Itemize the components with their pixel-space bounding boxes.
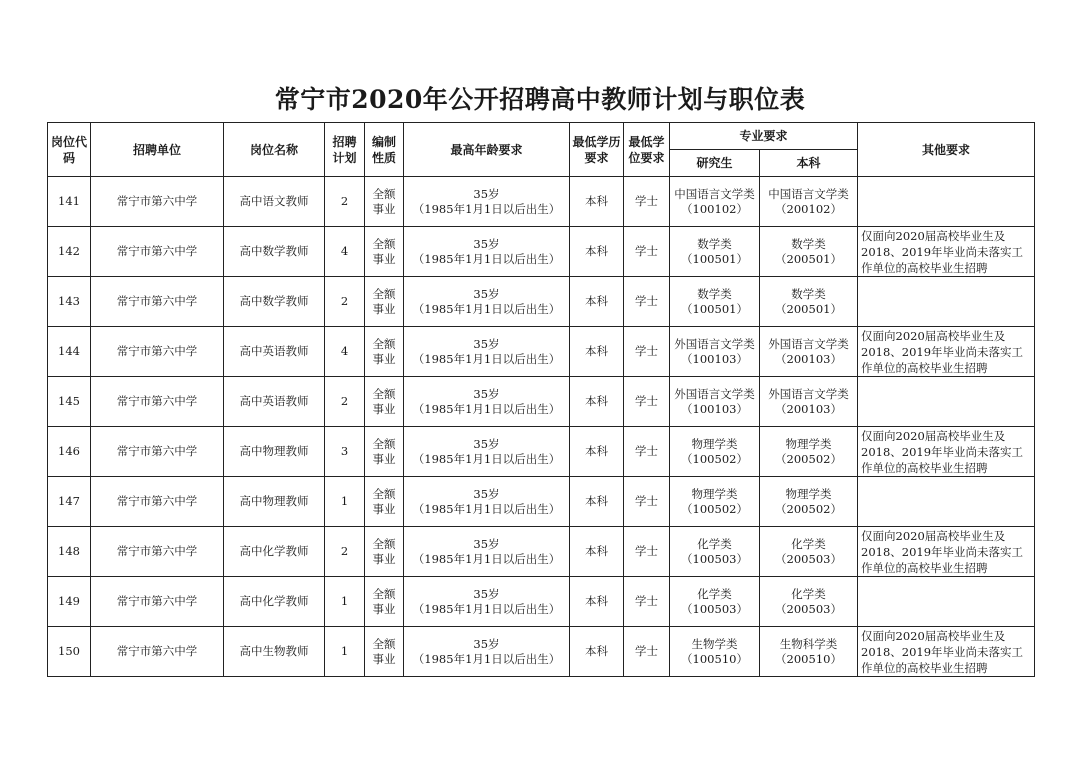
cell-undergrad-major: 化学类（200503）	[760, 527, 858, 577]
cell-edu: 本科	[570, 627, 624, 677]
age-limit: 35岁	[473, 236, 500, 251]
cell-code: 147	[48, 477, 91, 527]
cell-post: 高中数学教师	[224, 277, 325, 327]
birth-date-limit: （1985年1月1日以后出生）	[412, 501, 561, 516]
cell-age	[404, 277, 570, 327]
age-limit: 35岁	[473, 186, 500, 201]
header-major: 专业要求	[670, 123, 858, 150]
cell-code: 148	[48, 527, 91, 577]
cell-unit: 常宁市第六中学	[91, 227, 224, 277]
cell-other	[858, 377, 1035, 427]
cell-plan: 3	[325, 427, 365, 477]
cell-degree: 学士	[624, 327, 670, 377]
table-row	[48, 277, 1035, 327]
cell-undergrad-major: 物理学类（200502）	[760, 427, 858, 477]
cell-undergrad-major: 外国语言文学类（200103）	[760, 327, 858, 377]
cell-code: 141	[48, 177, 91, 227]
cell-age	[404, 377, 570, 427]
recruitment-table	[47, 122, 1035, 677]
cell-degree: 学士	[624, 177, 670, 227]
cell-nature: 全额事业	[365, 577, 404, 627]
cell-undergrad-major: 化学类（200503）	[760, 577, 858, 627]
table-row	[48, 227, 1035, 277]
birth-date-limit: （1985年1月1日以后出生）	[412, 401, 561, 416]
table-row	[48, 427, 1035, 477]
cell-unit: 常宁市第六中学	[91, 627, 224, 677]
cell-plan: 1	[325, 477, 365, 527]
birth-date-limit: （1985年1月1日以后出生）	[412, 351, 561, 366]
cell-edu: 本科	[570, 427, 624, 477]
header-post: 岗位名称	[224, 123, 325, 177]
cell-unit: 常宁市第六中学	[91, 327, 224, 377]
cell-code: 142	[48, 227, 91, 277]
page-title: 常宁市2020年公开招聘高中教师计划与职位表	[274, 85, 806, 114]
cell-code: 146	[48, 427, 91, 477]
cell-degree: 学士	[624, 527, 670, 577]
cell-nature: 全额事业	[365, 477, 404, 527]
table-row	[48, 327, 1035, 377]
cell-nature: 全额事业	[365, 527, 404, 577]
birth-date-limit: （1985年1月1日以后出生）	[412, 251, 561, 266]
cell-edu: 本科	[570, 327, 624, 377]
cell-code: 149	[48, 577, 91, 627]
cell-grad-major: 化学类（100503）	[670, 577, 760, 627]
cell-edu: 本科	[570, 227, 624, 277]
cell-age	[404, 427, 570, 477]
cell-edu: 本科	[570, 527, 624, 577]
cell-edu: 本科	[570, 177, 624, 227]
age-limit: 35岁	[473, 286, 500, 301]
cell-plan: 1	[325, 627, 365, 677]
table-row	[48, 377, 1035, 427]
cell-code: 143	[48, 277, 91, 327]
cell-grad-major: 生物学类（100510）	[670, 627, 760, 677]
header-grad: 研究生	[670, 150, 760, 177]
cell-grad-major: 数学类（100501）	[670, 277, 760, 327]
cell-other	[858, 577, 1035, 627]
cell-degree: 学士	[624, 427, 670, 477]
cell-nature: 全额事业	[365, 327, 404, 377]
cell-other: 仅面向2020届高校毕业生及2018、2019年毕业尚未落实工作单位的高校毕业生招聘	[858, 627, 1035, 677]
birth-date-limit: （1985年1月1日以后出生）	[412, 601, 561, 616]
cell-post: 高中英语教师	[224, 377, 325, 427]
cell-unit: 常宁市第六中学	[91, 377, 224, 427]
cell-grad-major: 中国语言文学类（100102）	[670, 177, 760, 227]
header-edu: 最低学历要求	[570, 123, 624, 177]
cell-plan: 2	[325, 377, 365, 427]
cell-age	[404, 327, 570, 377]
cell-other: 仅面向2020届高校毕业生及2018、2019年毕业尚未落实工作单位的高校毕业生招聘	[858, 527, 1035, 577]
cell-grad-major: 物理学类（100502）	[670, 477, 760, 527]
header-nature: 编制性质	[365, 123, 404, 177]
cell-unit: 常宁市第六中学	[91, 427, 224, 477]
cell-age	[404, 177, 570, 227]
cell-edu: 本科	[570, 477, 624, 527]
table-row	[48, 477, 1035, 527]
cell-edu: 本科	[570, 277, 624, 327]
birth-date-limit: （1985年1月1日以后出生）	[412, 201, 561, 216]
birth-date-limit: （1985年1月1日以后出生）	[412, 651, 561, 666]
cell-age	[404, 627, 570, 677]
table-row	[48, 627, 1035, 677]
cell-nature: 全额事业	[365, 427, 404, 477]
age-limit: 35岁	[473, 386, 500, 401]
cell-post: 高中物理教师	[224, 477, 325, 527]
cell-code: 144	[48, 327, 91, 377]
header-age: 最高年龄要求	[404, 123, 570, 177]
header-unit: 招聘单位	[91, 123, 224, 177]
cell-undergrad-major: 数学类（200501）	[760, 227, 858, 277]
cell-grad-major: 物理学类（100502）	[670, 427, 760, 477]
cell-edu: 本科	[570, 577, 624, 627]
header-undergrad: 本科	[760, 150, 858, 177]
cell-plan: 2	[325, 177, 365, 227]
cell-other	[858, 177, 1035, 227]
cell-plan: 2	[325, 527, 365, 577]
cell-post: 高中生物教师	[224, 627, 325, 677]
table-row	[48, 577, 1035, 627]
cell-other	[858, 477, 1035, 527]
cell-age	[404, 227, 570, 277]
header-other: 其他要求	[858, 123, 1035, 177]
cell-grad-major: 数学类（100501）	[670, 227, 760, 277]
cell-grad-major: 外国语言文学类（100103）	[670, 327, 760, 377]
cell-post: 高中化学教师	[224, 577, 325, 627]
cell-nature: 全额事业	[365, 377, 404, 427]
cell-unit: 常宁市第六中学	[91, 177, 224, 227]
cell-degree: 学士	[624, 627, 670, 677]
cell-degree: 学士	[624, 277, 670, 327]
cell-post: 高中数学教师	[224, 227, 325, 277]
cell-unit: 常宁市第六中学	[91, 527, 224, 577]
cell-grad-major: 化学类（100503）	[670, 527, 760, 577]
cell-code: 150	[48, 627, 91, 677]
cell-plan: 4	[325, 327, 365, 377]
cell-nature: 全额事业	[365, 227, 404, 277]
age-limit: 35岁	[473, 586, 500, 601]
cell-edu: 本科	[570, 377, 624, 427]
cell-plan: 2	[325, 277, 365, 327]
cell-grad-major: 外国语言文学类（100103）	[670, 377, 760, 427]
cell-other: 仅面向2020届高校毕业生及2018、2019年毕业尚未落实工作单位的高校毕业生招聘	[858, 327, 1035, 377]
cell-code: 145	[48, 377, 91, 427]
cell-undergrad-major: 中国语言文学类（200102）	[760, 177, 858, 227]
table-body	[48, 177, 1035, 677]
cell-undergrad-major: 数学类（200501）	[760, 277, 858, 327]
cell-unit: 常宁市第六中学	[91, 477, 224, 527]
header-degree: 最低学位要求	[624, 123, 670, 177]
cell-nature: 全额事业	[365, 277, 404, 327]
birth-date-limit: （1985年1月1日以后出生）	[412, 451, 561, 466]
table-row	[48, 177, 1035, 227]
cell-plan: 1	[325, 577, 365, 627]
cell-unit: 常宁市第六中学	[91, 577, 224, 627]
header-row-1	[48, 123, 1035, 150]
cell-other	[858, 277, 1035, 327]
cell-degree: 学士	[624, 477, 670, 527]
cell-post: 高中物理教师	[224, 427, 325, 477]
age-limit: 35岁	[473, 536, 500, 551]
cell-other: 仅面向2020届高校毕业生及2018、2019年毕业尚未落实工作单位的高校毕业生招聘	[858, 427, 1035, 477]
age-limit: 35岁	[473, 636, 500, 651]
header-plan: 招聘计划	[325, 123, 365, 177]
cell-other: 仅面向2020届高校毕业生及2018、2019年毕业尚未落实工作单位的高校毕业生招聘	[858, 227, 1035, 277]
table-row	[48, 527, 1035, 577]
cell-post: 高中化学教师	[224, 527, 325, 577]
age-limit: 35岁	[473, 486, 500, 501]
cell-undergrad-major: 外国语言文学类（200103）	[760, 377, 858, 427]
cell-nature: 全额事业	[365, 627, 404, 677]
cell-undergrad-major: 生物科学类（200510）	[760, 627, 858, 677]
cell-post: 高中英语教师	[224, 327, 325, 377]
birth-date-limit: （1985年1月1日以后出生）	[412, 551, 561, 566]
age-limit: 35岁	[473, 336, 500, 351]
cell-unit: 常宁市第六中学	[91, 277, 224, 327]
cell-age	[404, 577, 570, 627]
cell-undergrad-major: 物理学类（200502）	[760, 477, 858, 527]
cell-plan: 4	[325, 227, 365, 277]
cell-age	[404, 527, 570, 577]
age-limit: 35岁	[473, 436, 500, 451]
birth-date-limit: （1985年1月1日以后出生）	[412, 301, 561, 316]
cell-degree: 学士	[624, 227, 670, 277]
cell-degree: 学士	[624, 377, 670, 427]
cell-post: 高中语文教师	[224, 177, 325, 227]
header-code: 岗位代码	[48, 123, 91, 177]
cell-age	[404, 477, 570, 527]
cell-nature: 全额事业	[365, 177, 404, 227]
cell-degree: 学士	[624, 577, 670, 627]
